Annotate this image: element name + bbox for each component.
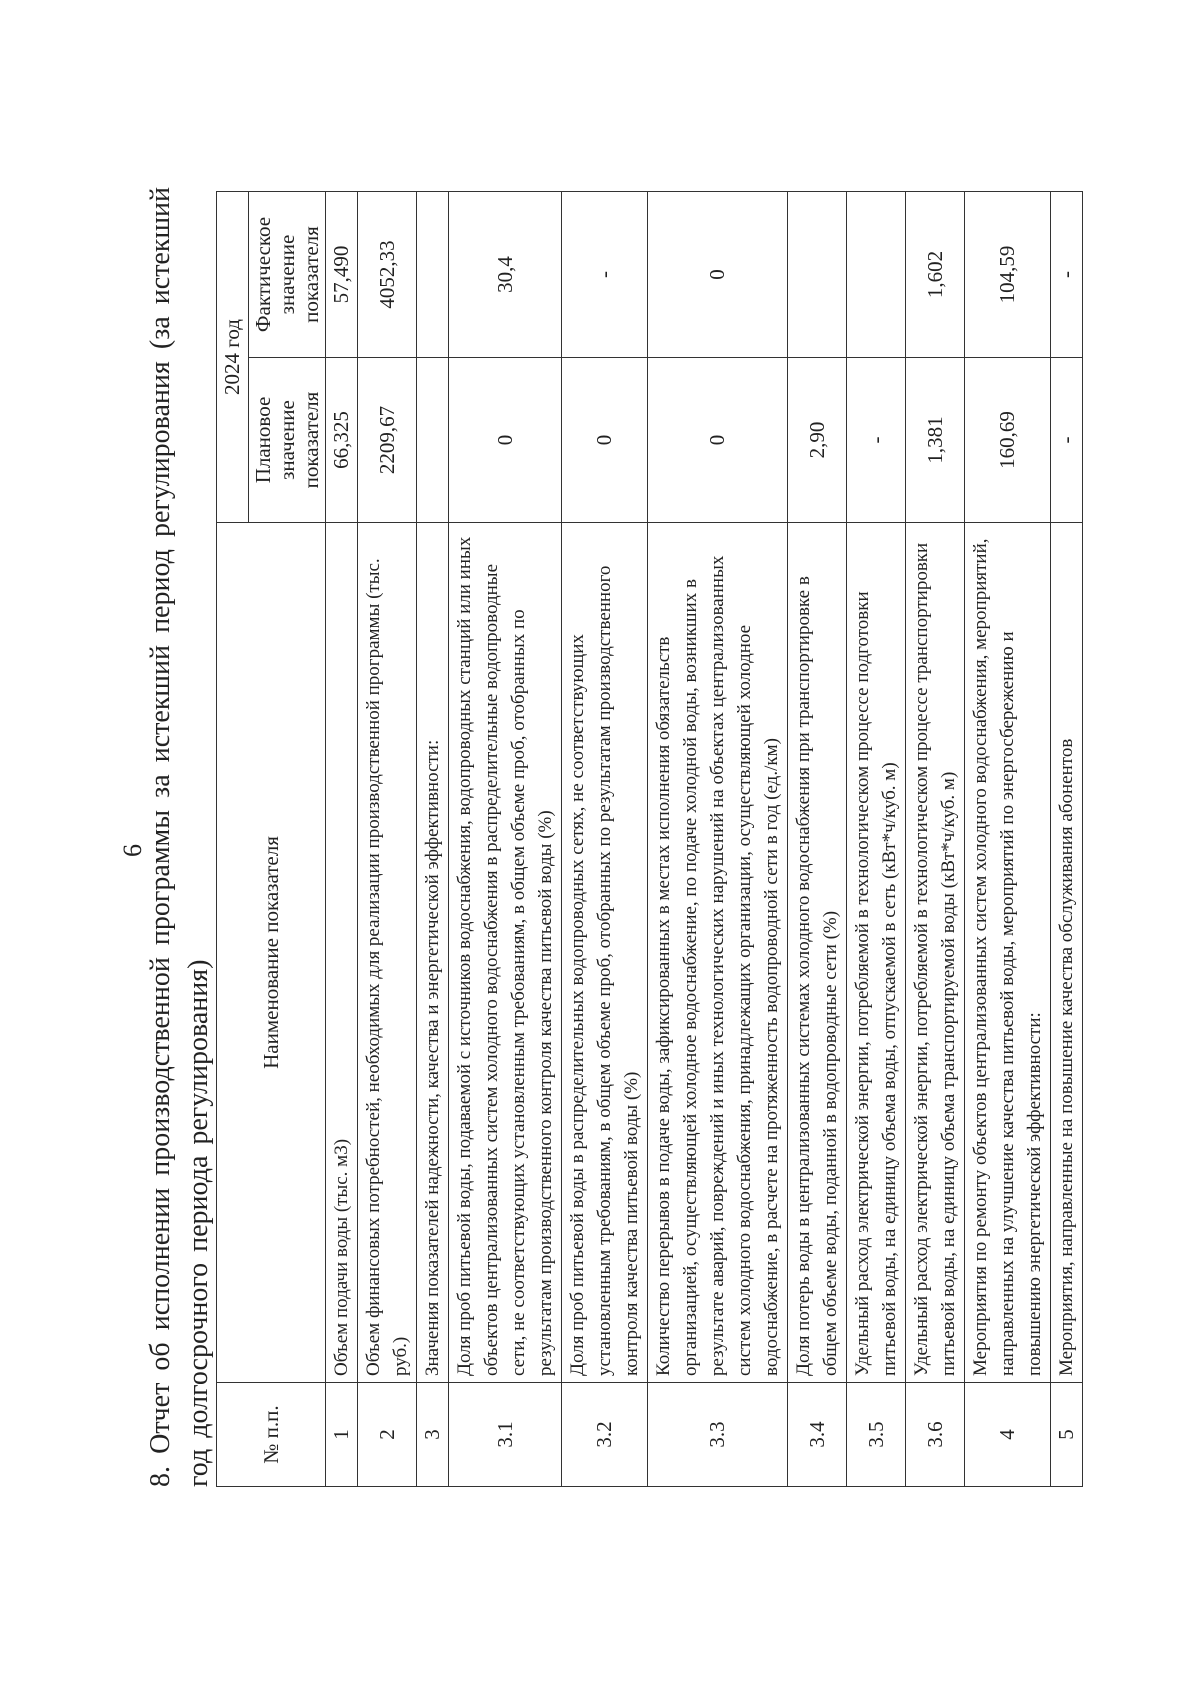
table-row <box>326 191 358 1486</box>
row-num: 5 <box>1051 1383 1083 1487</box>
row-fact: - <box>1051 191 1083 357</box>
row-num: 3.2 <box>562 1383 648 1487</box>
row-name: Доля потерь воды в централизованных системах холодного водоснабжения при транспортировке в общем объеме воды, поданной в водопроводные сети (%) <box>788 523 847 1383</box>
row-name: Доля проб питьевой воды в распределительных водопроводных сетях, не соответствующих установленным требованиям, в общем объеме проб, отобранных по результатам производственного контроля качества питьевой воды (%) <box>562 523 648 1383</box>
row-fact: 4052,33 <box>358 191 417 357</box>
row-num: 3.4 <box>788 1383 847 1487</box>
row-fact <box>788 191 847 357</box>
row-fact: 30,4 <box>449 191 562 357</box>
header-fact: Фактическое значение показателя <box>249 191 326 357</box>
row-fact: 0 <box>648 191 788 357</box>
row-plan: 2209,67 <box>358 358 417 523</box>
table-row <box>788 191 847 1486</box>
row-plan: 0 <box>449 358 562 523</box>
row-fact <box>417 191 449 357</box>
row-name: Мероприятия, направленные на повышение качества обслуживания абонентов <box>1051 523 1083 1383</box>
report-title: 8. Отчет об исполнении производственной программы за истекший период регулирования (за истекший год долгосрочного периода регулирования) <box>145 187 214 1487</box>
row-name: Объем финансовых потребностей, необходимых для реализации производственной программы (тыс. руб.) <box>358 523 417 1383</box>
table-row <box>449 191 562 1486</box>
row-fact: - <box>562 191 648 357</box>
row-plan: 1,381 <box>906 358 965 523</box>
table-row <box>562 191 648 1486</box>
row-plan: - <box>1051 358 1083 523</box>
row-num: 3.5 <box>847 1383 906 1487</box>
row-name: Значения показателей надежности, качества и энергетической эффективности: <box>417 523 449 1383</box>
row-plan: 0 <box>648 358 788 523</box>
row-name: Удельный расход электрической энергии, потребляемой в технологическом процессе транспортировки питьевой воды, на единицу объема транспортируемой воды (кВт*ч/куб. м) <box>906 523 965 1383</box>
header-row <box>217 191 249 1486</box>
row-name: Мероприятия по ремонту объектов централизованных систем холодного водоснабжения, мероприятий, направленных на улучшение качества питьевой воды, мероприятий по энергосбережению и повышению энергетической эффективности: <box>965 523 1051 1383</box>
row-name: Доля проб питьевой воды, подаваемой с источников водоснабжения, водопроводных станций или иных объектов централизованных систем холодного водоснабжения в распределительные водопроводные сети, не соответствующих установленным требованиям, в общем объеме проб, отобранных по результатам производственного контроля качества питьевой воды (%) <box>449 523 562 1383</box>
row-num: 1 <box>326 1383 358 1487</box>
table-row <box>906 191 965 1486</box>
table-row <box>358 191 417 1486</box>
row-fact: 57,490 <box>326 191 358 357</box>
header-plan: Плановое значение показателя <box>249 358 326 523</box>
table-row <box>847 191 906 1486</box>
row-num: 3.6 <box>906 1383 965 1487</box>
row-plan: 66,325 <box>326 358 358 523</box>
report-table <box>216 191 1083 1487</box>
row-fact: 104,59 <box>965 191 1051 357</box>
row-num: 4 <box>965 1383 1051 1487</box>
header-year: 2024 год <box>217 191 249 522</box>
page-number: 6 <box>118 844 147 857</box>
row-name: Удельный расход электрической энергии, потребляемой в технологическом процессе подготовки питьевой воды, на единицу объема воды, отпускаемой в сеть (кВт*ч/куб. м) <box>847 523 906 1383</box>
table-row <box>417 191 449 1486</box>
header-num: № п.п. <box>217 1383 326 1487</box>
row-name: Количество перерывов в подаче воды, зафиксированных в местах исполнения обязательств организацией, осуществляющей холодное водоснабжение, по подаче холодной воды, возникших в результате аварий, повреждений и иных технологических нарушений на объектах централизованных систем холодного водоснабжения, принадлежащих организации, осуществляющей холодное водоснабжение, в расчете на протяженность водопроводной сети в год (ед./км) <box>648 523 788 1383</box>
table-row <box>965 191 1051 1486</box>
row-plan: 0 <box>562 358 648 523</box>
table-row <box>1051 191 1083 1486</box>
row-fact: 1,602 <box>906 191 965 357</box>
row-plan: 160,69 <box>965 358 1051 523</box>
row-num: 3.1 <box>449 1383 562 1487</box>
row-num: 3.3 <box>648 1383 788 1487</box>
row-plan: 2,90 <box>788 358 847 523</box>
row-name: Объем подачи воды (тыс. м3) <box>326 523 358 1383</box>
row-num: 3 <box>417 1383 449 1487</box>
row-fact <box>847 191 906 357</box>
row-plan: - <box>847 358 906 523</box>
row-plan <box>417 358 449 523</box>
header-name: Наименование показателя <box>217 523 326 1383</box>
table-row <box>648 191 788 1486</box>
row-num: 2 <box>358 1383 417 1487</box>
